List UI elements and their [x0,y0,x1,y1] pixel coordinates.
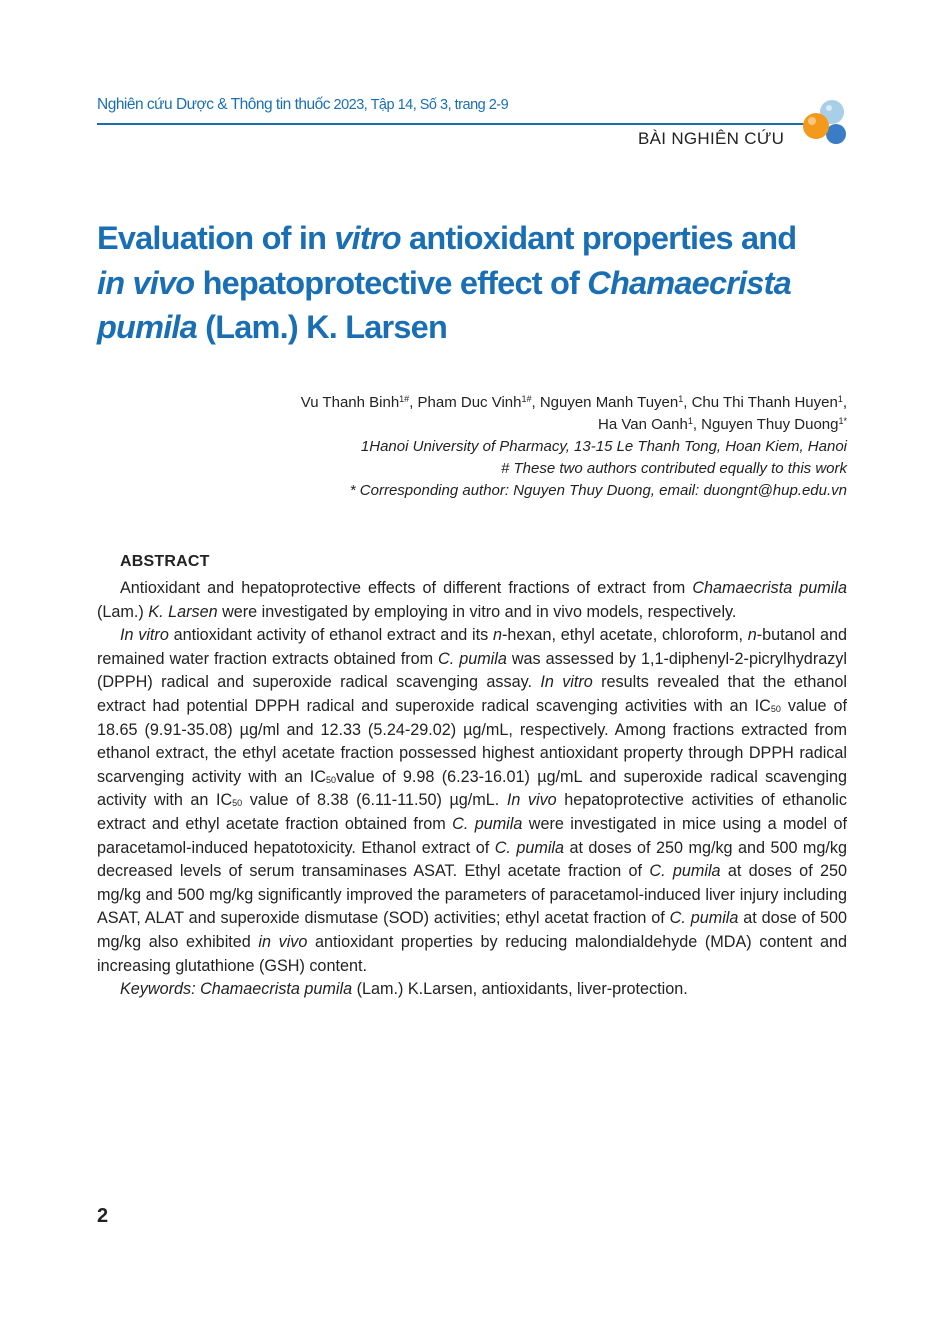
author-sup: 1 [678,394,684,404]
author-name: Vu Thanh Binh [300,394,400,411]
equal-contribution-note: # These two authors contributed equally to this work [500,460,847,477]
author-sup: 1# [521,394,532,404]
corresponding-author: * Corresponding author: Nguyen Thuy Duong, email: duongnt@hup.edu.vn [349,482,847,499]
page-number: 2 [97,1205,109,1227]
keywords [97,978,847,1002]
journal-logo-icon [796,96,852,150]
section-label: BÀI NGHIÊN CỨU [638,129,785,148]
abstract-paragraph-2: In vitro antioxidant activity of ethanol extract and its n-hexan, ethyl acetate, chloroform, n-butanol and remained water fraction extracts obtained from C. pumila was assessed by 1,1-diphenyl-2-picrylhydrazyl (DPPH) radical and superoxide radical scavenging assay. In vitro results revealed that the ethanol extract had potential DPPH radical and superoxide radical scavenging activities with an $IC_{50}$ value of 18.65 (9.91-35.08) µg/ml and 12.33 (5.24-29.02) µg/mL, respectively. Among fractions extracted from ethanol extract, the ethyl acetate fraction possessed highest antioxidant property through DPPH radical scarvenging activity with an $IC_{50}value$ of 9.98 (6.23-16.01) µg/mL and superoxide radical scavenging activity with an $IC_{50}$ value of 8.38 (6.11-11.50) µg/mL. In vivo hepatoprotective activities of ethanolic extract and ethyl acetate fraction obtained from C. pumila were investigated in mice using a model of paracetamol-induced hepatotoxicity. Ethanol extract of C. pumila at doses of 250 mg/kg and 500 mg/kg decreased levels of serum transaminases ASAT. Ethyl acetate fraction of C. pumila at doses of 250 mg/kg and 500 mg/kg significantly improved the parameters of paracetamol-induced liver injury including ASAT, ALAT and superoxide dismutase (SOD) activities; ethyl acetat fraction of C. pumila at dose of 500 mg/kg also exhibited in vivo antioxidant properties by reducing malondialdehyde (MDA) content and increasing glutathione (GSH) content. [97,626,848,975]
journal-name: Nghiên cứu Dược & Thông tin thuốc [97,96,330,113]
header-rule [97,123,809,125]
author-block [167,392,847,502]
author-name: , Chu Thi Thanh Huyen [683,394,838,411]
title-text-italic: vitro [334,220,401,256]
title-text-italic: pumila [97,309,197,345]
keywords-list: (Lam.) K.Larsen, antioxidants, liver-protection. [352,980,688,999]
abstract-body [97,577,847,1002]
author-sup: 1# [399,394,410,404]
abstract-heading: ABSTRACT [120,553,210,570]
author-line-1 [167,392,847,414]
affiliation: 1Hanoi University of Pharmacy, 13-15 Le Thanh Tong, Hoan Kiem, Hanoi [360,438,847,455]
title-text-italic: Chamaecrista [587,264,791,301]
author-name: Ha Van Oanh [598,416,688,433]
author-name: , Nguyen Thuy Duong [692,416,839,433]
article-title [97,216,837,350]
title-text: (Lam.) K. Larsen [196,309,448,345]
journal-issue: 2023, Tập 14, Số 3, trang 2-9 [329,97,509,113]
author-sup: 1 [837,394,843,404]
abstract-paragraph-1: Antioxidant and hepatoprotective effects of different fractions of extract from Chamaecrista pumila (Lam.) K. Larsen were investigated by employing in vitro and in vivo models, respectively. [97,579,847,621]
author-punct: , [842,394,847,411]
author-name: , Nguyen Manh Tuyen [531,394,679,411]
title-text: hepatoprotective effect of [194,264,588,301]
title-text: Evaluation of in [97,220,335,256]
author-sup: 1* [838,416,847,426]
keywords-label: Keywords: Chamaecrista pumila [120,980,353,999]
title-text: antioxidant properties and [400,220,797,256]
journal-header [97,96,508,114]
author-name: , Pham Duc Vinh [409,394,522,411]
author-sup: 1 [687,416,693,426]
title-text-italic: in vivo [97,264,195,301]
author-line-2 [167,414,847,436]
